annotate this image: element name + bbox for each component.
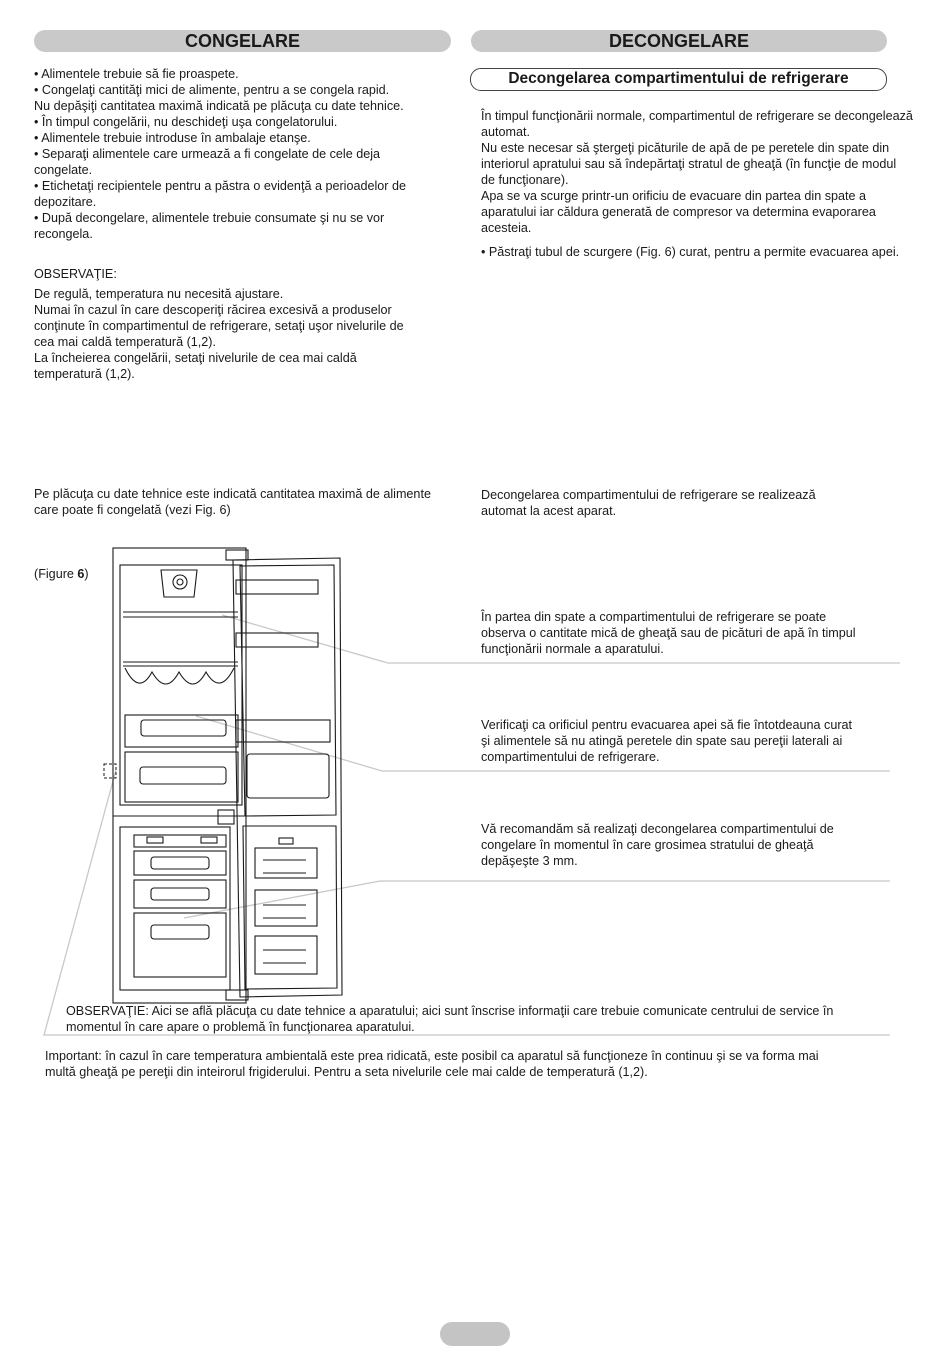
text-line: • După decongelare, alimentele trebuie consumate şi nu se vor [34,211,385,225]
text-line: • În timpul congelării, nu deschideţi uşa congelatorului. [34,115,338,129]
text-line: Numai în cazul în care descoperiţi răcirea excesivă a produselor [34,303,392,317]
text-line: funcţionării normale a aparatului. [481,642,664,656]
figure-number: 6 [77,567,85,581]
text-line: • Alimentele trebuie să fie proaspete. [34,67,239,81]
congelare-observatie-heading: OBSERVAŢIE: [34,267,117,281]
text-line: interiorul apratului sau să îndepărtaţi stratul de gheaţă (în funcţie de modul [481,157,897,171]
text-line: Nu depăşiţi cantitatea maximă indicată pe plăcuţa cu date tehnice. [34,99,404,113]
text-line: OBSERVAŢIE: Aici se află plăcuţa cu date tehnice a aparatului; aici sunt înscrise informaţii care trebuie comunicate centrului de service în [66,1004,834,1018]
text-line: momentul în care apare o problemă în funcţionarea aparatului. [66,1020,415,1034]
figure-label-prefix: (Figure [34,567,78,581]
text-line: • Separaţi alimentele care urmează a fi congelate de cele deja [34,147,381,161]
text-line: automat la acest aparat. [481,504,617,518]
text-line: multă gheaţă pe pereţii din inteirorul frigiderului. Pentru a seta nivelurile cele mai calde de temperatură (1,2). [45,1065,648,1079]
text-line: • Alimentele trebuie introduse în ambalaje etanşe. [34,131,311,145]
text-line: acesteia. [481,221,532,235]
text-line: congelate. [34,163,93,177]
text-line: aparatului iar căldura generată de compresor va determina evaporarea [481,205,876,219]
decongelare-subtitle: Decongelarea compartimentului de refrigerare [470,68,887,91]
text-line: Important: în cazul în care temperatura ambientală este prea ridicată, este posibil ca aparatul să funcţioneze în continuu şi se va forma mai [45,1049,819,1063]
drain-tube-bullet: • Păstraţi tubul de scurgere (Fig. 6) curat, pentru a permite evacuarea apei. [481,245,900,259]
text-line: La încheierea congelării, setaţi nivelurile de cea mai caldă [34,351,357,365]
text-line: compartimentului de refrigerare. [481,750,660,764]
text-line: congelare în momentul în care grosimea stratului de gheaţă [481,838,814,852]
text-line: recongela. [34,227,93,241]
text-line: observa o cantitate mică de gheaţă sau de picături de apă în timpul [481,626,856,640]
text-line: Apa se va scurge printr-un orificiu de evacuare din partea din spate a [481,189,867,203]
decongelare-title: DECONGELARE [471,30,887,52]
text-line: automat. [481,125,531,139]
text-line: Vă recomandăm să realizaţi decongelarea compartimentului de [481,822,834,836]
text-line: În timpul funcţionării normale, compartimentul de refrigerare se decongelează [481,109,913,123]
text-line: temperatură (1,2). [34,367,135,381]
callout-leader-lines [44,615,900,1035]
text-line: Decongelarea compartimentului de refrigerare se realizează [481,488,816,502]
text-line: care poate fi congelată (vezi Fig. 6) [34,503,231,517]
figure-label-suffix: ) [84,567,89,581]
text-line: • Etichetaţi recipientele pentru a păstra o evidenţă a perioadelor de [34,179,406,193]
text-line: Verificaţi ca orificiul pentru evacuarea apei să fie întotdeauna curat [481,718,853,732]
text-line: cea mai caldă temperatură (1,2). [34,335,216,349]
text-line: Pe plăcuţa cu date tehnice este indicată cantitatea maximă de alimente [34,487,431,501]
text-line: conţinute în compartimentul de refrigerare, setaţi uşor nivelurile de [34,319,404,333]
text-line: De regulă, temperatura nu necesită ajustare. [34,287,284,301]
text-line: • Congelaţi cantităţi mici de alimente, pentru a se congela rapid. [34,83,390,97]
congelare-title: CONGELARE [34,30,451,52]
text-line: Nu este necesar să ştergeţi picăturile de apă de pe peretele din spate din [481,141,890,155]
text-line: În partea din spate a compartimentului de refrigerare se poate [481,610,827,624]
text-line: şi alimentele să nu atingă peretele din spate sau pereţii laterali ai [481,734,843,748]
text-line: depozitare. [34,195,97,209]
text-line: de funcţionare). [481,173,569,187]
text-line: depăşeşte 3 mm. [481,854,578,868]
